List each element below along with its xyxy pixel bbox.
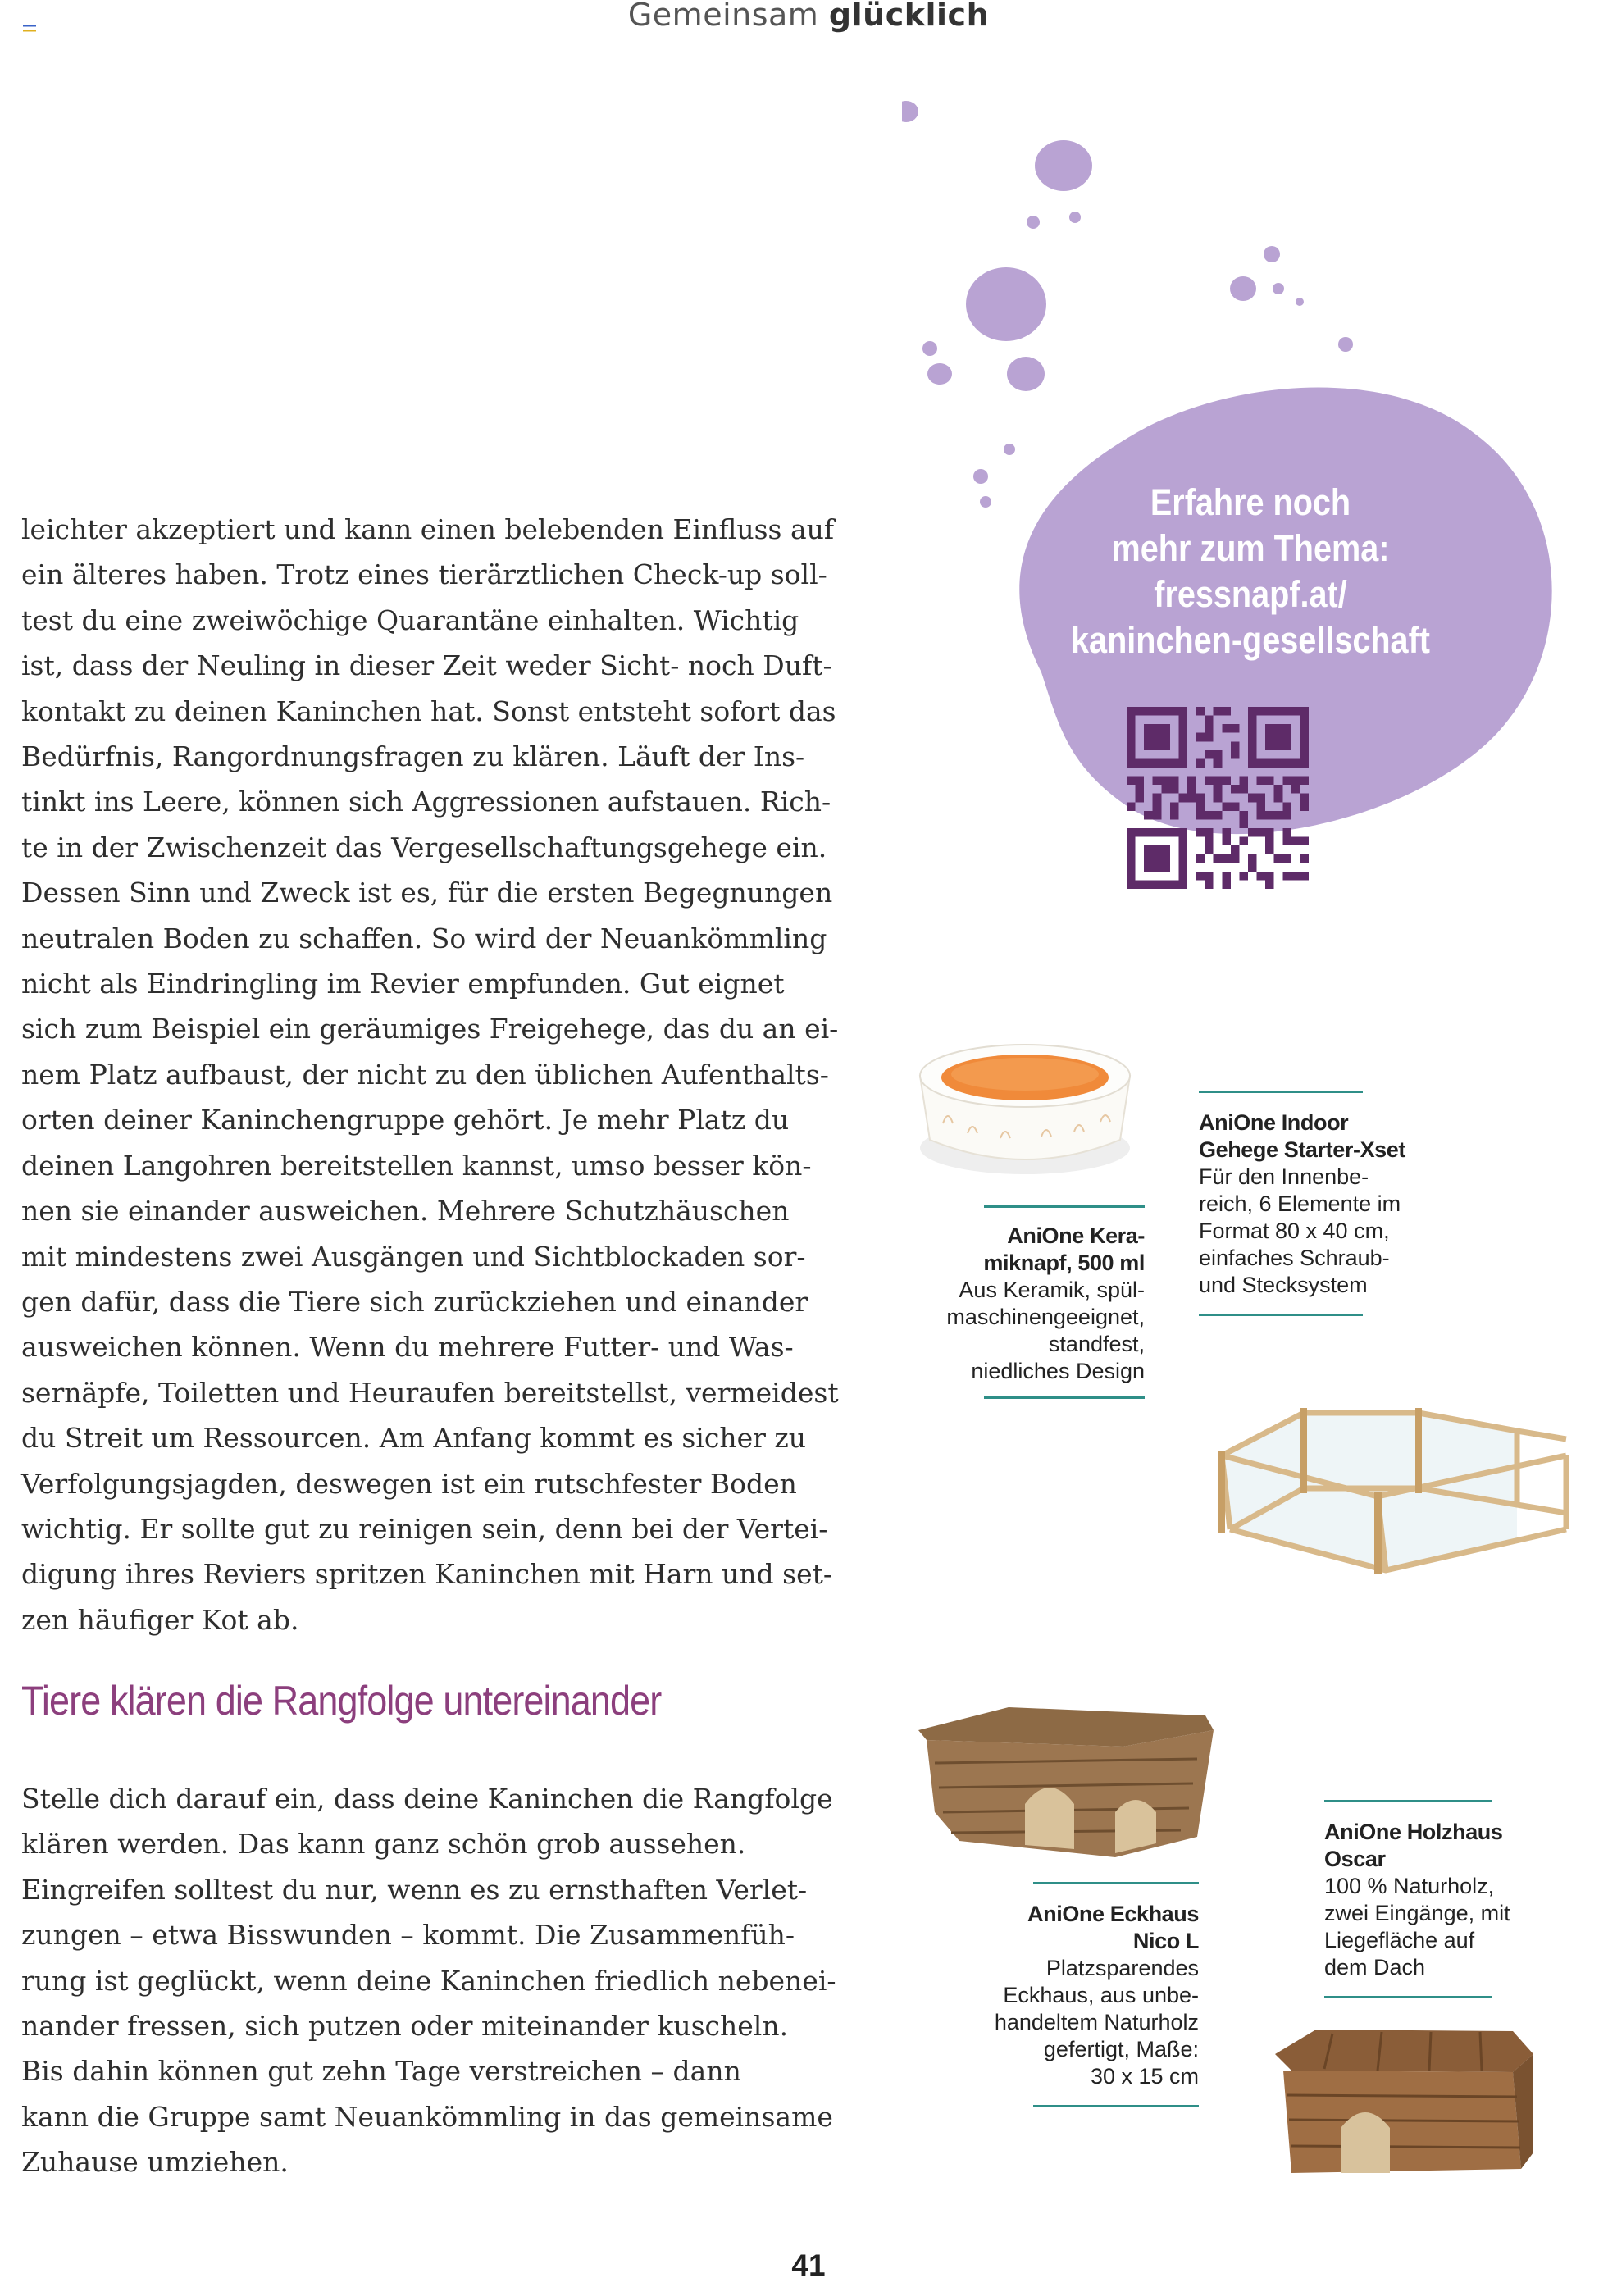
- deco-dot: [1027, 216, 1040, 229]
- card-rule: [1324, 1996, 1492, 1998]
- product-name: [943, 1223, 1145, 1277]
- section-heading: Tiere klären die Rangfolge untereinander: [21, 1678, 662, 1724]
- body-line: nicht als Eindringling im Revier empfunden. Gut eignet: [21, 968, 785, 1000]
- body-line: deinen Langohren bereitstellen kannst, umso besser kön-: [21, 1149, 812, 1182]
- product-desc-line: und Stecksystem: [1199, 1273, 1368, 1297]
- section-text: [21, 1776, 836, 2185]
- header-title-bold: glücklich: [828, 0, 990, 33]
- card-rule: [1033, 1882, 1199, 1884]
- product-desc-line: Platzsparendes: [1045, 1956, 1199, 1980]
- product-desc: [1324, 1873, 1587, 1981]
- body-line: Bedürfnis, Rangordnungsfragen zu klären. Läuft der Ins-: [21, 740, 805, 773]
- product-name-line: AniOne Kera-: [1007, 1223, 1145, 1248]
- card-rule: [1324, 1800, 1492, 1802]
- deco-dot: [980, 496, 991, 508]
- product-name: [951, 1901, 1199, 1955]
- deco-dot: [1264, 246, 1280, 262]
- body-line: nem Platz aufbaust, der nicht zu den üblichen Aufenthalts-: [21, 1058, 829, 1091]
- product-desc-line: Liegefläche auf: [1324, 1928, 1475, 1952]
- body-line: ein älteres haben. Trotz eines tierärztlichen Check-up soll-: [21, 558, 827, 591]
- product-desc-line: 30 x 15 cm: [1090, 2064, 1199, 2089]
- page-number: 41: [791, 2248, 826, 2282]
- header-title-light: Gemeinsam: [627, 0, 819, 33]
- product-name-line: AniOne Holzhaus: [1324, 1820, 1503, 1844]
- body-line: orten deiner Kaninchengruppe gehört. Je mehr Platz du: [21, 1104, 790, 1137]
- promo-line: mehr zum Thema:: [1111, 527, 1390, 569]
- menu-mark-icon: [23, 25, 36, 33]
- product-desc-line: niedliches Design: [971, 1359, 1145, 1383]
- promo-text[interactable]: [1067, 480, 1435, 663]
- ceramic-bowl-image: [910, 1025, 1140, 1181]
- body-line: du Streit um Ressourcen. Am Anfang kommt es sicher zu: [21, 1422, 807, 1455]
- deco-dot: [1004, 444, 1015, 455]
- product-desc-line: Format 80 x 40 cm,: [1199, 1219, 1390, 1243]
- body-line: leichter akzeptiert und kann einen belebenden Einfluss auf: [21, 513, 835, 545]
- wooden-house-image: [1267, 2021, 1537, 2185]
- body-line: zen häufiger Kot ab.: [21, 1603, 299, 1636]
- product-name-line: Oscar: [1324, 1847, 1386, 1871]
- deco-dot: [927, 363, 952, 385]
- deco-dot: [966, 267, 1046, 341]
- qr-code[interactable]: [1127, 707, 1309, 889]
- section-line: Eingreifen solltest du nur, wenn es zu ernsthaften Verlet-: [21, 1873, 808, 1906]
- product-card-holzhaus-oscar[interactable]: [1324, 1800, 1587, 1998]
- body-line: nen sie einander ausweichen. Mehrere Schutzhäuschen: [21, 1195, 790, 1228]
- product-desc-line: Eckhaus, aus unbe-: [1003, 1983, 1199, 2007]
- card-rule: [1033, 2105, 1199, 2107]
- product-desc-line: standfest,: [1048, 1332, 1145, 1356]
- product-name-line: AniOne Eckhaus: [1027, 1902, 1199, 1926]
- body-line: tinkt ins Leere, können sich Aggressionen aufstauen. Rich-: [21, 786, 831, 818]
- body-line: ausweichen können. Wenn du mehrere Futter- und Was-: [21, 1331, 794, 1364]
- product-desc-line: zwei Eingänge, mit: [1324, 1901, 1510, 1925]
- section-line: Stelle dich darauf ein, dass deine Kaninchen die Rangfolge: [21, 1783, 833, 1815]
- product-card-keramiknapf[interactable]: [943, 1205, 1145, 1399]
- body-line: kontakt zu deinen Kaninchen hat. Sonst entsteht sofort das: [21, 695, 836, 727]
- product-name-line: Gehege Starter-Xset: [1199, 1137, 1405, 1162]
- promo-line: kaninchen-gesellschaft: [1071, 619, 1430, 661]
- product-name-line: AniOne Indoor: [1199, 1110, 1349, 1135]
- section-line: zungen – etwa Bisswunden – kommt. Die Zusammenfüh-: [21, 1919, 795, 1952]
- product-desc-line: einfaches Schraub-: [1199, 1246, 1390, 1270]
- product-desc-line: Aus Keramik, spül-: [959, 1278, 1145, 1302]
- deco-dot: [1230, 276, 1256, 301]
- body-text: [21, 507, 839, 1642]
- card-rule: [1199, 1091, 1363, 1093]
- section-line: Zuhause umziehen.: [21, 2146, 289, 2179]
- deco-dot: [1035, 140, 1092, 191]
- deco-dot: [1296, 298, 1304, 306]
- product-desc-line: dem Dach: [1324, 1955, 1426, 1979]
- product-desc: [1199, 1164, 1445, 1299]
- deco-dot: [922, 341, 937, 356]
- section-line: Bis dahin können gut zehn Tage verstreichen – dann: [21, 2055, 741, 2088]
- product-desc-line: handeltem Naturholz: [994, 2010, 1199, 2034]
- deco-dot: [1338, 337, 1353, 352]
- promo-line: Erfahre noch: [1150, 481, 1351, 523]
- section-line: klären werden. Das kann ganz schön grob aussehen.: [21, 1828, 746, 1861]
- body-line: wichtig. Er sollte gut zu reinigen sein, denn bei der Vertei-: [21, 1512, 828, 1545]
- product-card-indoor-gehege[interactable]: [1199, 1091, 1445, 1316]
- body-line: ist, dass der Neuling in dieser Zeit weder Sicht- noch Duft-: [21, 649, 832, 682]
- body-line: Verfolgungsjagden, deswegen ist ein rutschfester Boden: [21, 1467, 797, 1500]
- enclosure-image: [1205, 1365, 1583, 1583]
- body-line: sernäpfe, Toiletten und Heuraufen bereitstellst, vermeidest: [21, 1376, 839, 1409]
- product-name-line: Nico L: [1132, 1929, 1199, 1953]
- section-line: rung ist geglückt, wenn deine Kaninchen friedlich nebenei-: [21, 1964, 836, 1997]
- deco-dot: [1007, 357, 1045, 391]
- body-line: Dessen Sinn und Zweck ist es, für die ersten Begegnungen: [21, 877, 833, 909]
- deco-dot: [902, 101, 918, 122]
- body-line: digung ihres Reviers spritzen Kaninchen mit Harn und set-: [21, 1558, 833, 1591]
- page-header-title: [0, 0, 1617, 33]
- card-rule: [984, 1396, 1145, 1399]
- promo-line: fressnapf.at/: [1154, 573, 1347, 615]
- product-desc: [943, 1277, 1145, 1385]
- product-card-eckhaus-nico[interactable]: [951, 1882, 1199, 2107]
- corner-house-image: [910, 1697, 1222, 1861]
- deco-dot: [1273, 283, 1284, 294]
- body-line: mit mindestens zwei Ausgängen und Sichtblockaden sor-: [21, 1240, 806, 1273]
- card-rule: [984, 1205, 1145, 1208]
- deco-dot: [973, 469, 988, 484]
- body-line: sich zum Beispiel ein geräumiges Freigehege, das du an ei-: [21, 1013, 839, 1046]
- product-desc-line: 100 % Naturholz,: [1324, 1874, 1495, 1898]
- product-desc-line: Für den Innenbe-: [1199, 1164, 1369, 1189]
- body-line: test du eine zweiwöchige Quarantäne einhalten. Wichtig: [21, 604, 799, 636]
- section-line: nander fressen, sich putzen oder miteinander kuscheln.: [21, 2010, 789, 2043]
- product-desc-line: gefertigt, Maße:: [1043, 2037, 1199, 2061]
- body-line: gen dafür, dass die Tiere sich zurückziehen und einander: [21, 1285, 808, 1318]
- product-name-line: miknapf, 500 ml: [983, 1250, 1145, 1275]
- body-line: te in der Zwischenzeit das Vergesellschaftungsgehege ein.: [21, 831, 827, 863]
- product-name: [1324, 1819, 1587, 1873]
- product-desc: [951, 1955, 1199, 2090]
- product-desc-line: reich, 6 Elemente im: [1199, 1191, 1401, 1216]
- body-line: neutralen Boden zu schaffen. So wird der Neuankömmling: [21, 922, 827, 954]
- deco-dot: [1069, 212, 1081, 223]
- card-rule: [1199, 1314, 1363, 1316]
- product-name: [1199, 1109, 1445, 1164]
- section-line: kann die Gruppe samt Neuankömmling in das gemeinsame: [21, 2100, 833, 2133]
- product-desc-line: maschinengeeignet,: [946, 1305, 1145, 1329]
